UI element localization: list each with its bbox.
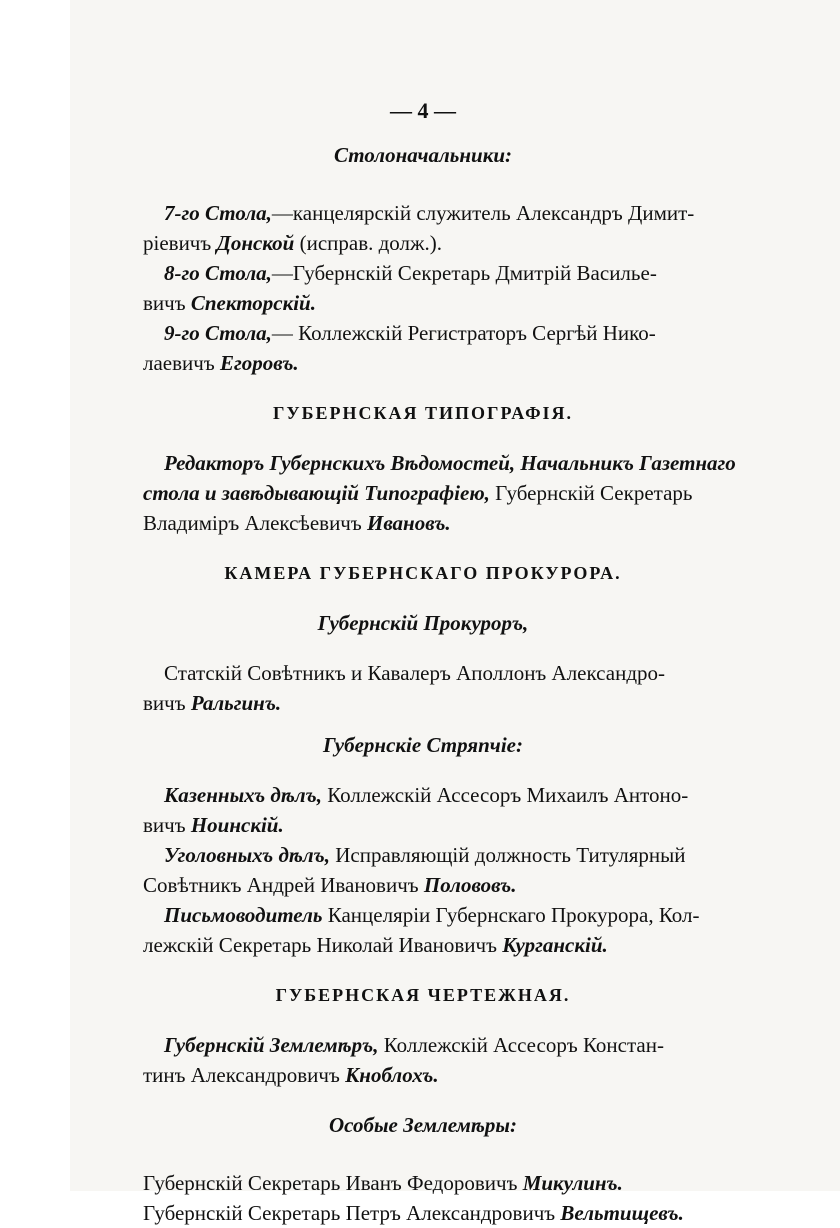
- role-label: Редакторъ Губернскихъ Вѣдомостей, Начальникъ Газетнаго: [164, 451, 736, 475]
- person-name: Полововъ.: [423, 873, 517, 897]
- entry-text: Совѣтникъ Андрей Ивановичъ: [143, 873, 424, 897]
- entry-text: ріевичъ: [143, 231, 217, 255]
- entry-special-surveyors: [143, 1168, 703, 1228]
- person-name: Ноинскій.: [190, 813, 284, 837]
- entry-text: Губернскій Секретарь Петръ Александровичъ: [143, 1201, 561, 1225]
- role-label: Письмоводитель: [164, 903, 323, 927]
- page-number: — 4 —: [390, 98, 456, 123]
- role-label: 7-го Стола,: [164, 201, 272, 225]
- entry-text: лежскій Секретарь Николай Ивановичъ: [143, 933, 503, 957]
- entry-stol-7: [143, 198, 703, 258]
- entry-text: Исправляющій должность Титулярный: [330, 843, 686, 867]
- entry-text: —Губернскій Секретарь Дмитрій Василье-: [271, 261, 657, 285]
- entry-text: Статскій Совѣтникъ и Кавалеръ Аполлонъ Александро-: [164, 661, 665, 685]
- entry-text: (исправ. долж.).: [294, 231, 443, 255]
- entry-text: Губернскій Секретарь: [489, 481, 693, 505]
- entry-text: Губернскій Секретарь Иванъ Федоровичъ: [143, 1171, 523, 1195]
- heading-special-surveyors: Особые Землемѣры:: [329, 1113, 517, 1137]
- person-name: Ивановъ.: [366, 511, 451, 535]
- entry-text: Коллежскій Ассесоръ Михаилъ Антоно-: [321, 783, 689, 807]
- entry-stol-9: [143, 318, 703, 378]
- entry-text: вичъ: [143, 691, 191, 715]
- person-name: Егоровъ.: [219, 351, 299, 375]
- entry-text: Владиміръ Алексѣевичъ: [143, 511, 367, 535]
- heading-prokuror: Губернскій Прокуроръ,: [317, 611, 529, 635]
- role-label: Губернскій Землемѣръ,: [164, 1033, 379, 1057]
- entry-text: вичъ: [143, 291, 191, 315]
- person-name: Курганскій.: [502, 933, 608, 957]
- entry-prokuror: [143, 658, 703, 718]
- role-label: стола и завѣдывающій Типографіею,: [143, 481, 490, 505]
- entry-text: тинъ Александровичъ: [143, 1063, 346, 1087]
- section-title-prosecutor: КАМЕРА ГУБЕРНСКАГО ПРОКУРОРА.: [224, 563, 622, 583]
- entry-typography: [143, 448, 736, 538]
- entry-text: лаевичъ: [143, 351, 220, 375]
- role-label: Казенныхъ дѣлъ,: [164, 783, 322, 807]
- entry-text: Коллежскій Ассесоръ Констан-: [378, 1033, 664, 1057]
- entry-zemlemer: [143, 1030, 703, 1090]
- entry-pismovoditel: [143, 900, 703, 960]
- section-title-typography: ГУБЕРНСКАЯ ТИПОГРАФІЯ.: [272, 403, 574, 423]
- person-name: Кноблохъ.: [345, 1063, 439, 1087]
- entry-text: Канцеляріи Губернскаго Прокурора, Кол-: [322, 903, 700, 927]
- person-name: Микулинъ.: [522, 1171, 623, 1195]
- role-label: 9-го Стола,: [164, 321, 272, 345]
- entry-ugolovnykh: [143, 840, 703, 900]
- list-item: [143, 1168, 703, 1198]
- person-name: Спекторскій.: [190, 291, 316, 315]
- text-column: [143, 96, 736, 1228]
- entry-text: — Коллежскій Регистраторъ Сергѣй Нико-: [271, 321, 656, 345]
- person-name: Донской: [216, 231, 295, 255]
- role-label: Уголовныхъ дѣлъ,: [164, 843, 330, 867]
- person-name: Ральгинъ.: [190, 691, 282, 715]
- role-label: 8-го Стола,: [164, 261, 272, 285]
- entry-stol-8: [143, 258, 703, 318]
- person-name: Вельтищевъ.: [560, 1201, 684, 1225]
- heading-stryapchie: Губернскіе Стряпчіе:: [323, 733, 523, 757]
- heading-stolonachalniki: Столоначальники:: [333, 143, 513, 167]
- entry-kazennykh: [143, 780, 703, 840]
- list-item: [143, 1198, 703, 1228]
- section-title-drafting: ГУБЕРНСКАЯ ЧЕРТЕЖНАЯ.: [275, 985, 571, 1005]
- entry-text: —канцелярскій служитель Александръ Димит-: [271, 201, 695, 225]
- entry-text: вичъ: [143, 813, 191, 837]
